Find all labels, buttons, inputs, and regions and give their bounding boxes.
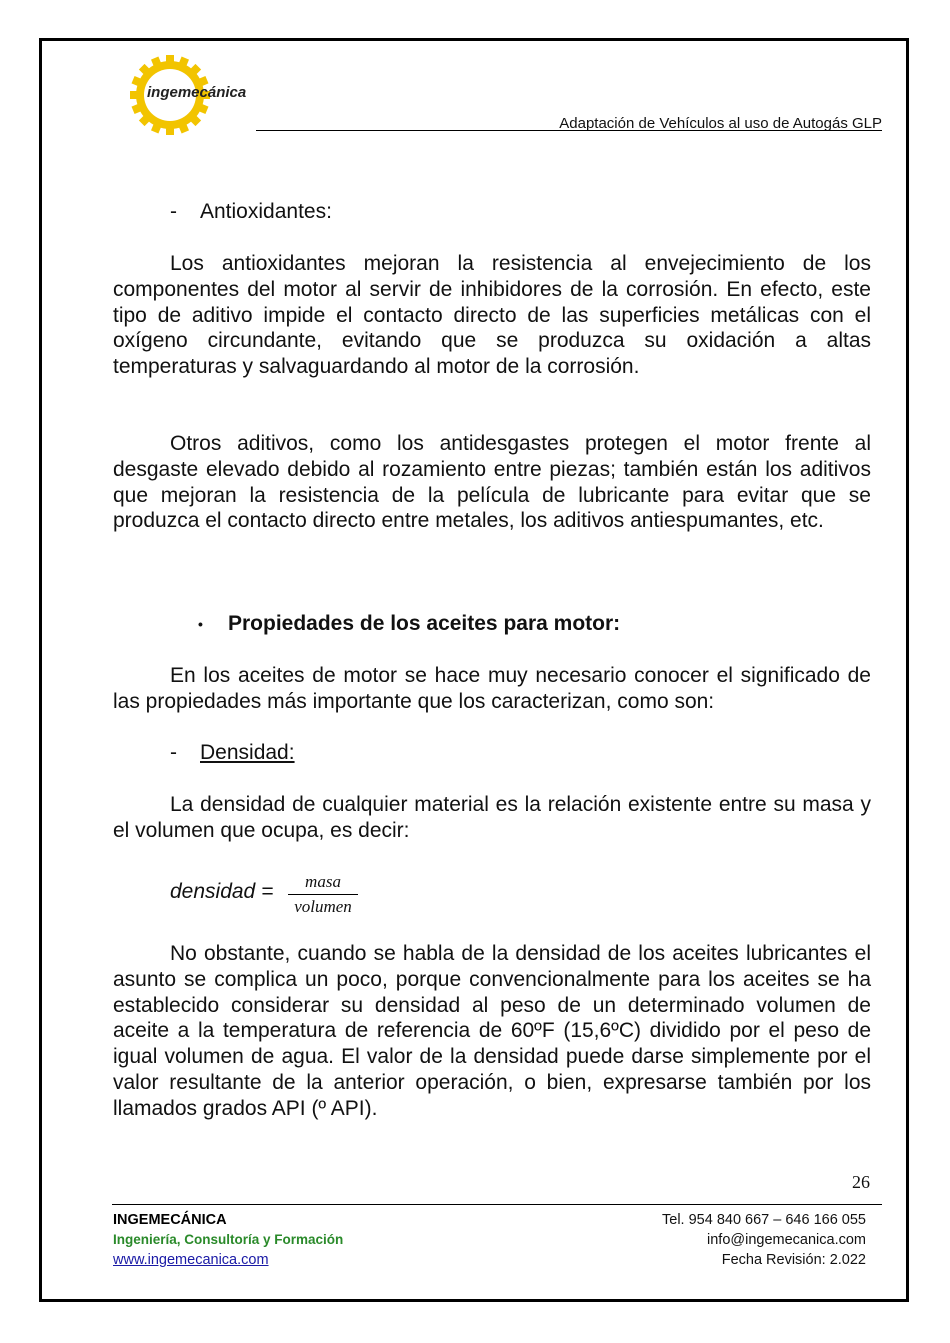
footer-phone: Tel. 954 840 667 – 646 166 055 <box>662 1212 866 1228</box>
gear-tooth <box>166 123 174 135</box>
densidad-paragraph: La densidad de cualquier material es la relación existente entre su masa y el volumen que ocupa, es decir: <box>113 793 871 842</box>
otros-aditivos-paragraph: Otros aditivos, como los antidesgastes protegen el motor frente al desgaste elevado debido al rozamiento entre piezas; también están los aditivos que mejoran la resistencia de la película de lubricante para evitar que se produzca el contacto directo entre metales, los aditivos antiespumantes, etc. <box>113 432 871 533</box>
logo-text: ingemecánica <box>147 84 247 101</box>
formula-fraction <box>288 872 358 917</box>
footer-email[interactable]: info@ingemecanica.com <box>707 1232 866 1248</box>
fraction-bar <box>288 894 358 895</box>
footer-website-link[interactable]: www.ingemecanica.com <box>113 1252 269 1268</box>
propiedades-heading <box>198 612 620 636</box>
antioxidantes-label: Antioxidantes: <box>200 200 332 223</box>
header-divider <box>256 130 882 131</box>
gear-tooth <box>130 91 142 99</box>
footer-revision: Fecha Revisión: 2.022 <box>721 1252 866 1268</box>
gear-tooth <box>166 55 174 67</box>
dash-marker: - <box>170 200 177 223</box>
propiedades-label: Propiedades de los aceites para motor: <box>228 612 621 635</box>
formula-lhs: densidad = <box>170 880 274 903</box>
antioxidantes-heading <box>170 200 332 224</box>
footer-divider <box>112 1204 882 1205</box>
formula-denominator: volumen <box>294 897 352 916</box>
no-obstante-paragraph: No obstante, cuando se habla de la densidad de los aceites lubricantes el asunto se complica un poco, porque convencionalmente para los aceites se ha establecido considerar su densidad al peso de un determinado volumen de aceite a la temperatura de referencia de 60ºF (15,6ºC) dividido por el peso de igual volumen de agua. El valor de la densidad puede darse simplemente por el valor resultante de la anterior operación, o bien, expresarse también por los llamados grados API (º API). <box>113 942 871 1120</box>
densidad-label: Densidad: <box>200 741 295 764</box>
page-number: 26 <box>852 1172 870 1192</box>
footer-tagline: Ingeniería, Consultoría y Formación <box>113 1232 344 1247</box>
bullet-marker: • <box>198 616 203 633</box>
footer-right <box>662 1210 866 1270</box>
antioxidantes-paragraph: Los antioxidantes mejoran la resistencia al envejecimiento de los componentes del motor al servir de inhibidores de la corrosión. En efecto, este tipo de aditivo impide el contacto directo de las superficies metálicas con el oxígeno circundante, evitando que se produzca su oxidación a altas temperaturas y salvaguardando al motor de la corrosión. <box>113 252 871 379</box>
dash-marker: - <box>170 741 177 764</box>
densidad-heading <box>170 741 295 765</box>
header-title: Adaptación de Vehículos al uso de Autogás GLP <box>559 115 882 132</box>
footer-left <box>113 1210 343 1270</box>
footer-company: INGEMECÁNICA <box>113 1212 227 1228</box>
formula-numerator: masa <box>305 872 341 891</box>
propiedades-paragraph: En los aceites de motor se hace muy necesario conocer el significado de las propiedades más importante que los caracterizan, como son: <box>113 664 871 713</box>
